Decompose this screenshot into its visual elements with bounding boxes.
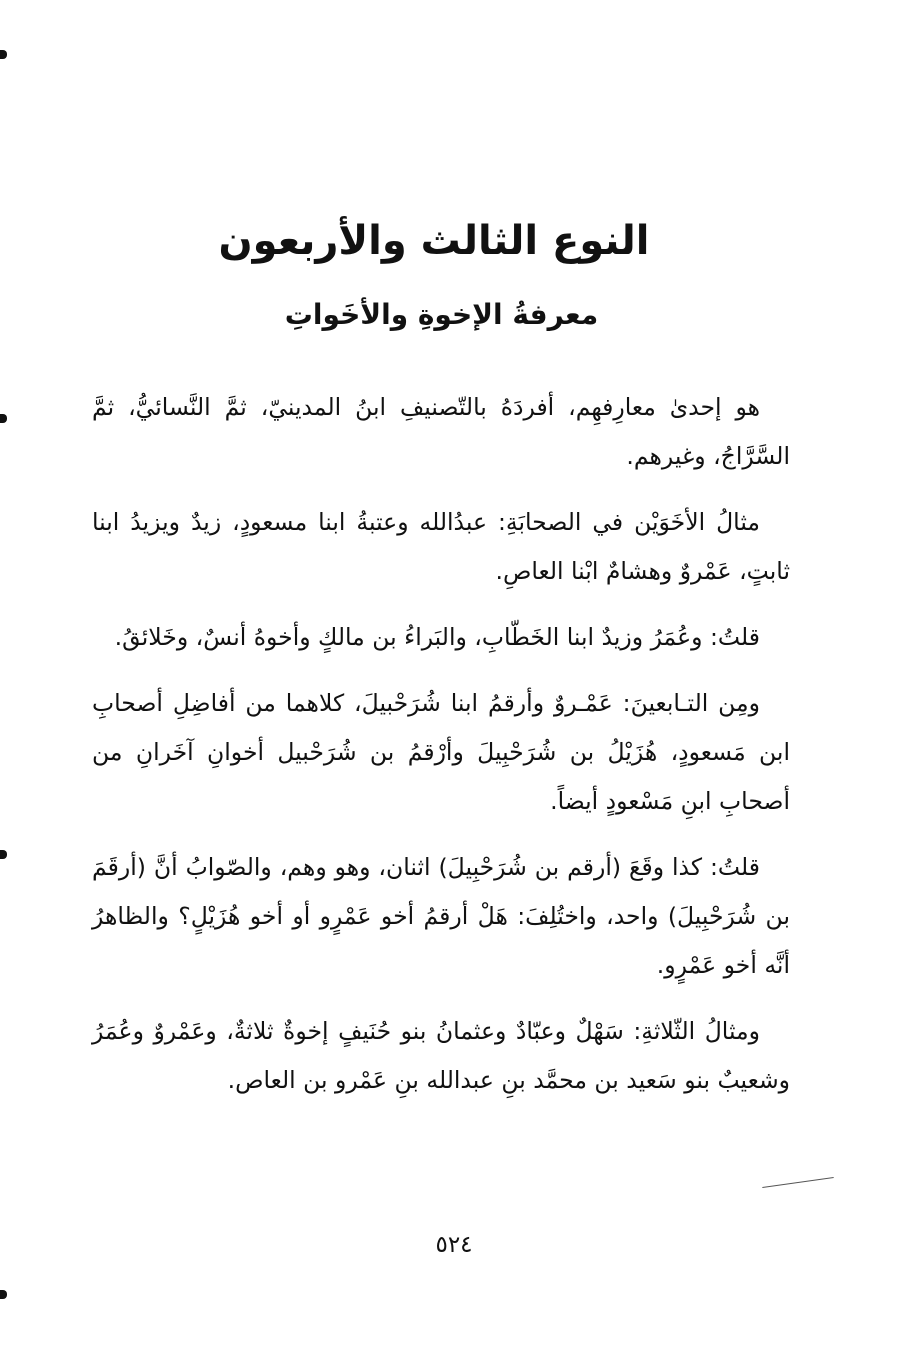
- chapter-title: النوع الثالث والأربعون: [218, 218, 650, 264]
- binding-mark: [0, 50, 7, 59]
- body-text: [92, 383, 790, 1122]
- footnote-rule: [762, 1177, 833, 1188]
- paragraph-editor-note-2: قلتُ: كذا وقَعَ (أرقم بن شُرَحْبِيلَ) اثنان، وهو وهم، والصّوابُ أنَّ (أرقَمَ بن شُرَحْبِيلَ) واحد، واختُلِفَ: هَلْ أرقمُ أخو عَمْرٍو أو أخو هُزَيْلٍ؟ والظاهرُ أنَّه أخو عَمْرٍو.: [92, 853, 790, 979]
- chapter-subtitle: معرفةُ الإخوةِ والأخَواتِ: [284, 298, 599, 331]
- page-number: ٥٢٤: [435, 1232, 473, 1258]
- paragraph-successors: ومِن التـابعينَ: عَمْـروٌ وأرقمُ ابنا شُرَحْبيلَ، كلاهما من أفاضِلِ أصحابِ ابن مَسعودٍ، هُزَيْلُ بن شُرَحْبِيلَ وأرْقمُ بن شُرَحْبيل أخوانِ آخَرانِ من أصحابِ ابنِ مَسْعودٍ أيضاً.: [92, 689, 790, 815]
- binding-mark: [0, 1290, 7, 1299]
- binding-mark: [0, 414, 7, 423]
- paragraph-intro: هو إحدىٰ معارِفهِم، أفردَهُ بالتّصنيفِ ابنُ المدينيّ، ثمَّ النَّسائيُّ، ثمَّ السَّرَّاجُ، وغيرهم.: [92, 393, 790, 470]
- paragraph-editor-note-1: قلتُ: وعُمَرُ وزيدٌ ابنا الخَطّابِ، والبَراءُ بن مالكٍ وأخوهُ أنسٌ، وخَلائقُ.: [114, 623, 760, 651]
- paragraph-three-brothers: ومثالُ الثّلاثةِ: سَهْلٌ وعبّادٌ وعثمانُ بنو حُنَيفٍ إخوةٌ ثلاثةٌ، وعَمْروٌ وعُمَرُ وشعيبٌ بنو سَعيد بن محمَّد بنِ عبدالله بنِ عَمْرو بن العاص.: [92, 1017, 790, 1094]
- binding-mark: [0, 850, 7, 859]
- paragraph-two-brothers-companions: مثالُ الأخَوَيْن في الصحابَةِ: عبدُالله وعتبةُ ابنا مسعودٍ، زيدٌ ويزيدُ ابنا ثابتٍ، عَمْروٌ وهشامٌ ابْنا العاصِ.: [92, 508, 790, 585]
